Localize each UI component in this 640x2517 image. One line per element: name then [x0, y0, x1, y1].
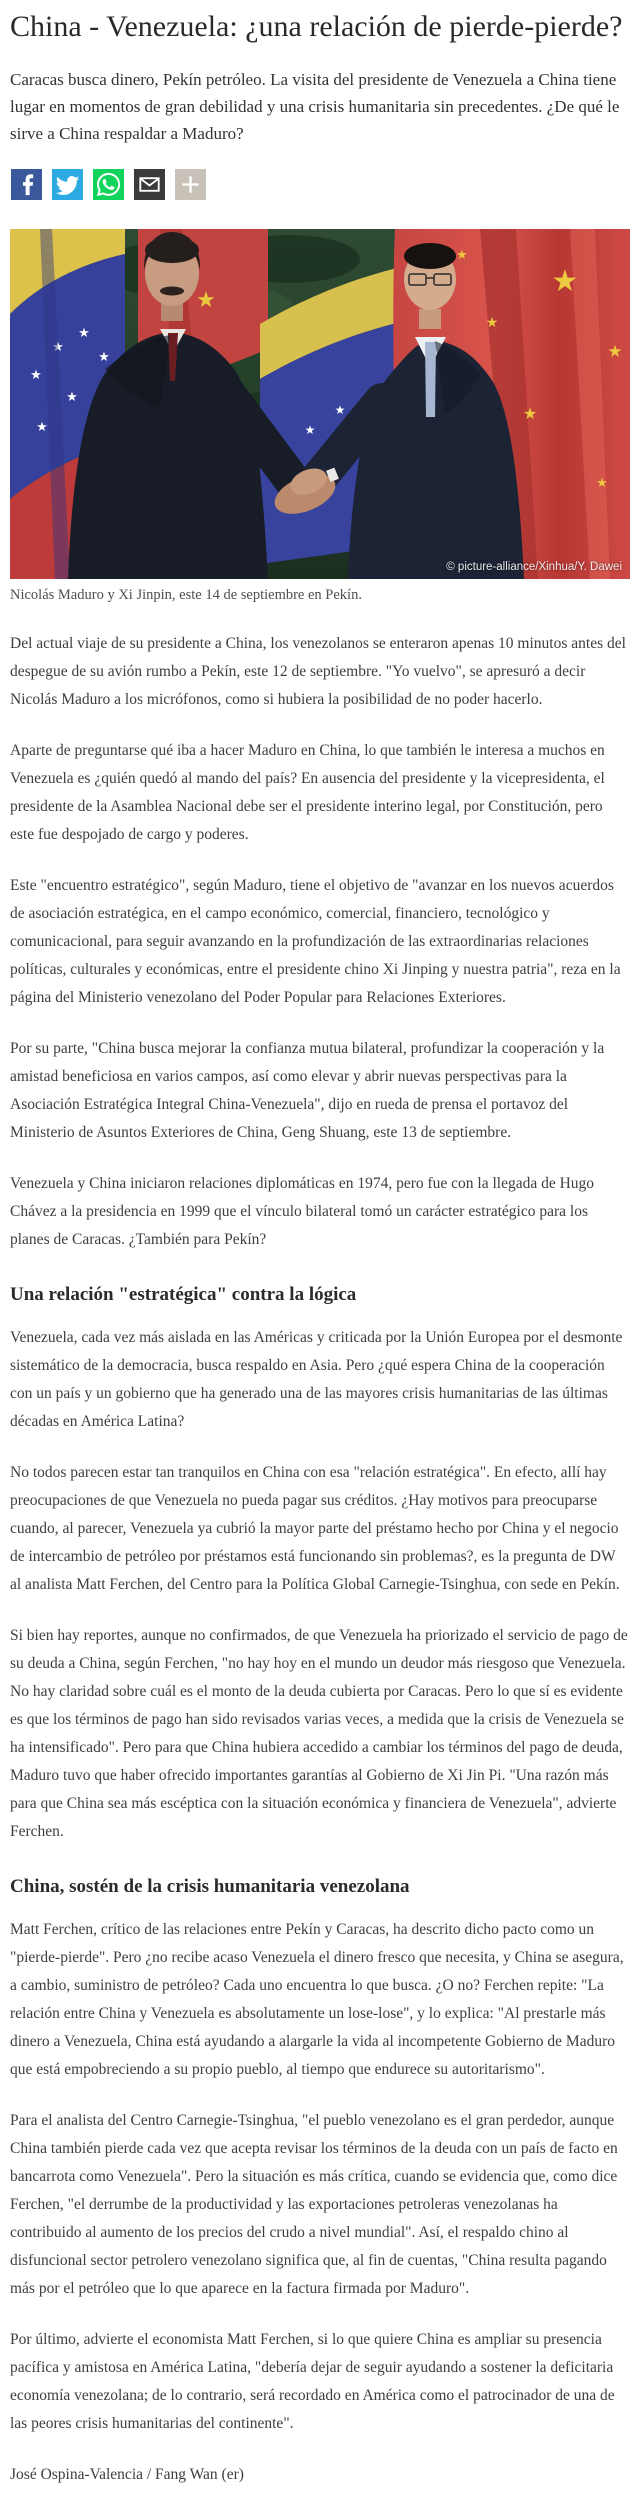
share-more-button[interactable]: [175, 169, 206, 200]
svg-text:★: ★: [36, 419, 48, 434]
svg-text:★: ★: [485, 316, 499, 331]
svg-text:★: ★: [52, 339, 64, 354]
article-paragraph: Por último, advierte el economista Matt Ferchen, si lo que quiere China es ampliar su presencia pacífica y amistosa en América Latina, "debería dejar de seguir ayudando a sostener la deficitaria economía venezolana; de lo contrario, será recordado en América como el patrocinador de una de las peores crisis humanitarias del continente".: [10, 2331, 615, 2432]
article-paragraph: Del actual viaje de su presidente a China, los venezolanos se enteraron apenas 10 minutos antes del despegue de su avión rumbo a Pekín, este 12 de septiembre. "Yo vuelvo", se apresuró a decir Nicolás Maduro a los micrófonos, como si hubiera la posibilidad de no poder hacerlo.: [10, 635, 626, 708]
share-facebook-button[interactable]: [11, 169, 42, 200]
svg-text:★: ★: [30, 367, 42, 382]
section-heading: Una relación "estratégica" contra la lógica: [10, 1284, 357, 1305]
svg-text:★: ★: [596, 475, 608, 490]
svg-text:★: ★: [522, 406, 538, 423]
svg-text:★: ★: [551, 265, 579, 298]
svg-text:★: ★: [334, 403, 346, 417]
article-paragraph: Por su parte, "China busca mejorar la confianza mutua bilateral, profundizar la cooperación y la amistad beneficiosa en varios campos, así como elevar y abrir nuevas perspectivas para la Asociación Estratégica Integral China-Venezuela", dijo en rueda de prensa el portavoz del Ministerio de Asuntos Exteriores de China, Geng Shuang, este 13 de septiembre.: [10, 1040, 605, 1141]
share-buttons: [11, 169, 630, 200]
article-paragraph: No todos parecen estar tan tranquilos en China con esa "relación estratégica". En efecto, allí hay preocupaciones de que Venezuela no pueda pagar sus créditos. ¿Hay motivos para preocuparse cuando, al parecer, Venezuela ya cubrió la mayor parte del préstamo hecho por China y el negocio de intercambio de petróleo por préstamos está funcionando sin problemas?, es la pregunta de DW al analista Matt Ferchen, del Centro para la Política Global Carnegie-Tsinghua, con sede en Pekín.: [10, 1464, 620, 1593]
article-paragraph: Si bien hay reportes, aunque no confirmados, de que Venezuela ha priorizado el servicio de pago de su deuda a China, según Ferchen, "no hay hoy en el mundo un deudor más riesgoso que Venezuela. No hay claridad sobre cuál es el monto de la deuda cubierta por Caracas. Pero lo que sí es evidente es que los términos de pago han sido revisados varias veces, a medida que la crisis de Venezuela se ha intensificado". Pero para que China hubiera accedido a cambiar los términos del pago de deuda, Maduro tuvo que haber ofrecido importantes garantías al Gobierno de Xi Jin Pi. "Una razón más para que China sea más escéptica con la situación económica y financiera de Venezuela", advierte Ferchen.: [10, 1627, 628, 1840]
svg-text:★: ★: [607, 342, 623, 361]
email-icon: [134, 169, 165, 200]
photo-credit: © picture-alliance/Xinhua/Y. Dawei: [446, 561, 622, 573]
svg-text:★: ★: [196, 287, 216, 312]
author-line: José Ospina-Valencia / Fang Wan (er): [10, 2466, 244, 2483]
share-twitter-button[interactable]: [52, 169, 83, 200]
article-paragraph: Aparte de preguntarse qué iba a hacer Maduro en China, lo que también le interesa a muchos en Venezuela es ¿quién quedó al mando del país? En ausencia del presidente y la vicepresidenta, el presidente de la Asamblea Nacional debe ser el presidente interino legal, por Constitución, pero este fue despojado de cargo y poderes.: [10, 742, 605, 843]
whatsapp-icon: [93, 169, 124, 200]
article-title: China - Venezuela: ¿una relación de pierde-pierde?: [10, 10, 623, 43]
article-paragraph: Matt Ferchen, crítico de las relaciones entre Pekín y Caracas, ha descrito dicho pacto como un "pierde-pierde". Pero ¿no recibe acaso Venezuela el dinero fresco que necesita, y China se asegura, a cambio, suministro de petróleo? Cada uno encuentra lo que busca. ¿O no? Ferchen repite: "La relación entre China y Venezuela es absolutamente un lose-lose", y lo explica: "Al prestarle más dinero a Venezuela, China está ayudando a alargarle la vida al incompetente Gobierno de Maduro que está empobreciendo a su propio pueblo, al tiempo que endurece su autoritarismo".: [10, 1921, 624, 2078]
section-heading: China, sostén de la crisis humanitaria venezolana: [10, 1876, 410, 1897]
article-paragraph: Este "encuentro estratégico", según Maduro, tiene el objetivo de "avanzar en los nuevos acuerdos de asociación estratégica, en el campo económico, comercial, financiero, tecnológico y comunicacional, para seguir avanzando en la profundización de las extraordinarias relaciones políticas, culturales y económicas, entre el presidente chino Xi Jinping y nuestra patria", reza en la página del Ministerio venezolano del Poder Popular para Relaciones Exteriores.: [10, 877, 621, 1006]
plus-icon: [175, 169, 206, 200]
twitter-icon: [52, 169, 83, 200]
article-paragraph: Venezuela, cada vez más aislada en las Américas y criticada por la Unión Europea por el desmonte sistemático de la democracia, busca respaldo en Asia. Pero ¿qué espera China de la cooperación con un país y un gobierno que ha generado una de las mayores crisis humanitarias de las últimas décadas en América Latina?: [10, 1329, 623, 1430]
svg-text:★: ★: [456, 247, 468, 262]
photo-illustration: [10, 229, 630, 579]
photo-caption: Nicolás Maduro y Xi Jinpin, este 14 de septiembre en Pekín.: [10, 587, 362, 603]
facebook-icon: [11, 169, 42, 200]
article-figure: [10, 229, 630, 605]
svg-text:★: ★: [66, 389, 78, 404]
article-paragraph: Venezuela y China iniciaron relaciones diplomáticas en 1974, pero fue con la llegada de Hugo Chávez a la presidencia en 1999 que el vínculo bilateral tomó un carácter estratégico para los planes de Caracas. ¿También para Pekín?: [10, 1175, 595, 1248]
svg-text:★: ★: [98, 349, 110, 364]
svg-text:★: ★: [304, 423, 316, 437]
svg-text:★: ★: [78, 325, 90, 340]
share-email-button[interactable]: [134, 169, 165, 200]
share-whatsapp-button[interactable]: [93, 169, 124, 200]
article-teaser: Caracas busca dinero, Pekín petróleo. La visita del presidente de Venezuela a China tiene lugar en momentos de gran debilidad y una crisis humanitaria sin precedentes. ¿De qué le sirve a China respaldar a Maduro?: [10, 70, 620, 143]
article-paragraph: Para el analista del Centro Carnegie-Tsinghua, "el pueblo venezolano es el gran perdedor, aunque China también pierde cada vez que acepta revisar los términos de la deuda con un país de facto en bancarrota como Venezuela". Pero la situación es más crítica, cuando se evidencia que, como dice Ferchen, "el derrumbe de la productividad y las exportaciones petroleras venezolanas ha contribuido al aumento de los precios del crudo a nivel mundial". Así, el respaldo chino al disfuncional sector petrolero venezolano significa que, al fin de cuentas, "China resulta pagando más por el petróleo que lo que aparece en la factura firmada por Maduro".: [10, 2112, 618, 2297]
article-body: [10, 630, 630, 2438]
article-photo: [10, 229, 630, 579]
